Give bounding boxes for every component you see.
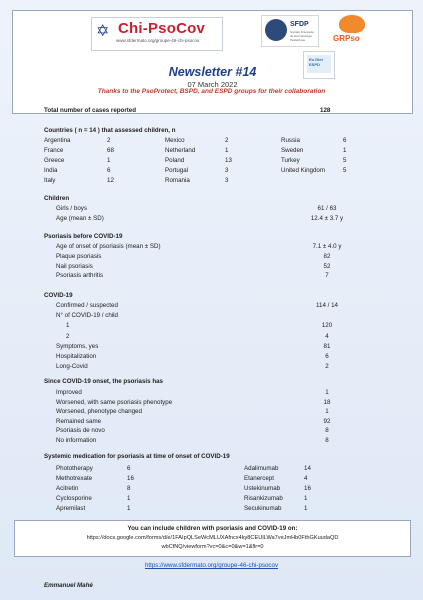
medication-name: Risankizumab	[244, 495, 283, 502]
country-name: Sweden	[281, 147, 304, 154]
row-label: 1	[66, 322, 70, 330]
country-count: 68	[107, 147, 114, 154]
country-name: United Kingdom	[281, 167, 326, 174]
country-name: Turkey	[281, 157, 300, 164]
country-name: Greece	[44, 157, 65, 164]
row-label: Symptoms, yes	[56, 342, 99, 350]
row-value: 6	[325, 353, 329, 360]
grpso-logo	[331, 15, 373, 45]
row-value: 8	[325, 436, 329, 444]
row-label: Confirmed / suspected	[56, 302, 118, 309]
include-heading: You can include children with psoriasis and COVID-19 on:	[127, 525, 298, 532]
country-name: Netherland	[165, 147, 196, 154]
thanks-banner: Thanks to the PsoProtect, BSPD, and ESPD groups for their collaboration	[97, 88, 326, 95]
row-label: Plaque psoriasis	[56, 252, 102, 260]
medication-name: Apremilast	[56, 505, 86, 512]
medication-name: Etanercept	[244, 475, 274, 482]
row-label: Worsened, with same psoriasis phenotype	[56, 398, 173, 406]
since-onset-title: Since COVID-19 onset, the psoriasis has	[44, 378, 163, 385]
country-count: 1	[107, 157, 111, 164]
medication-title: Systemic medication for psoriasis at time of onset of COVID-19	[44, 453, 230, 460]
sfdp-subtitle: Société Française de Dermatologie Pédiatrique	[290, 30, 315, 42]
row-value: 7	[325, 272, 329, 280]
children-title: Children	[44, 195, 70, 202]
sfdp-label: SFDP	[290, 21, 309, 28]
country-count: 2	[225, 137, 229, 144]
logo-title: Chi-PsoCov	[118, 20, 206, 37]
row-value: 7.1 ± 4.0 y	[312, 243, 342, 250]
row-label: No information	[56, 436, 97, 444]
group-link[interactable]: https://www.sfdermato.org/groupe-46-chi-psocov	[144, 562, 279, 569]
row-value: 1	[325, 408, 329, 415]
logo-url: www.sfdermato.org/groupe-46-chi-psocov	[116, 38, 200, 43]
country-count: 1	[343, 147, 347, 154]
row-value: 61 / 63	[317, 205, 337, 212]
row-value: 8	[325, 427, 329, 434]
country-count: 6	[107, 167, 111, 174]
country-count: 6	[343, 137, 347, 144]
medication-count: 1	[127, 495, 131, 502]
row-label: Remained same	[56, 417, 102, 425]
sfdp-logo	[261, 15, 319, 47]
country-name: Poland	[165, 157, 185, 164]
row-label: Improved	[56, 389, 82, 396]
country-count: 2	[107, 137, 111, 144]
row-label: Psoriasis de novo	[56, 427, 105, 434]
medication-name: Cyclosporine	[56, 495, 92, 502]
medication-count: 8	[127, 485, 131, 492]
covid-title: COVID-19	[44, 292, 73, 299]
countries-title: Countries ( n = 14 ) that assessed children, n	[44, 127, 176, 134]
country-count: 12	[107, 177, 114, 184]
country-count: 5	[343, 167, 347, 174]
country-count: 5	[343, 157, 347, 164]
newsletter-title: Newsletter #14	[168, 65, 257, 79]
row-label: Age of onset of psoriasis (mean ± SD)	[56, 243, 161, 250]
total-value: 128	[320, 107, 331, 114]
medication-name: Ustekinumab	[244, 485, 281, 492]
grpso-emblem-icon	[339, 15, 365, 33]
medication-name: Phototherapy	[56, 465, 93, 472]
row-value: 12.4 ± 3.7 y	[310, 215, 344, 222]
row-label: Worsened, phenotype changed	[56, 408, 142, 415]
country-name: Mexico	[165, 137, 185, 144]
star-of-david-icon: ✡	[96, 21, 110, 40]
row-value: 120	[321, 322, 333, 330]
row-value: 114 / 14	[316, 302, 338, 309]
psoriasis-before-title: Psoriasis before COVID-19	[44, 233, 123, 240]
medication-count: 1	[304, 495, 308, 502]
row-value: 82	[323, 252, 331, 260]
row-label: 2	[66, 332, 70, 340]
country-name: Argentina	[44, 137, 71, 144]
newsletter-date: 07 March 2022	[187, 80, 238, 89]
row-label: Hospitalization	[56, 353, 97, 360]
country-count: 13	[225, 157, 232, 164]
country-name: Italy	[44, 177, 56, 184]
medication-name: Secukinumab	[244, 505, 282, 512]
medication-count: 4	[304, 475, 308, 482]
medication-count: 16	[304, 485, 311, 492]
row-value: 1	[325, 389, 329, 396]
country-count: 1	[225, 147, 229, 154]
country-name: India	[44, 167, 58, 174]
country-name: France	[44, 147, 64, 154]
row-value: 2	[325, 363, 329, 371]
medication-count: 16	[127, 475, 134, 482]
country-name: Romania	[165, 177, 190, 184]
medication-count: 6	[127, 465, 131, 472]
medication-count: 14	[304, 465, 311, 472]
row-label: Long-Covid	[56, 363, 88, 371]
include-children-box	[14, 520, 411, 557]
sfdp-emblem-icon	[265, 19, 287, 41]
row-label: Girls / boys	[56, 205, 87, 212]
row-value: 4	[325, 332, 329, 340]
form-url-line2[interactable]: wbCfNQ/viewform?vc=0&c=0&w=1&flr=0	[161, 544, 264, 550]
row-value: 92	[323, 417, 331, 425]
country-name: Portugal	[165, 167, 189, 174]
row-value: 81	[323, 342, 331, 350]
espd-label: Eu Diet ESPD	[309, 57, 323, 67]
medication-name: Methotrexate	[56, 475, 93, 482]
chi-psocov-logo	[91, 17, 223, 51]
medication-name: Acitretin	[56, 485, 79, 492]
medication-count: 1	[127, 505, 131, 512]
total-label: Total number of cases reported	[44, 107, 137, 114]
country-name: Russia	[281, 137, 300, 144]
medication-name: Adalimumab	[244, 465, 279, 472]
row-label: Age (mean ± SD)	[56, 215, 104, 222]
country-count: 3	[225, 177, 229, 184]
row-value: 52	[323, 262, 331, 270]
country-count: 3	[225, 167, 229, 174]
author-name: Emmanuel Mahé	[44, 582, 93, 589]
row-label: Psoriasis arthritis	[56, 272, 104, 280]
header-box	[12, 10, 413, 114]
medication-count: 1	[304, 505, 308, 512]
row-value: 18	[323, 398, 331, 406]
row-label: Nail psoriasis	[56, 262, 93, 270]
row-label: N° of COVID-19 / child	[56, 312, 118, 320]
grpso-label: GRPso	[333, 34, 360, 43]
form-url-line1[interactable]: https://docs.google.com/forms/d/e/1FAIpQLSeWcMLUXAfncx4ky8CEUILWa7veJmHb0FthGKuudaQD	[86, 535, 339, 541]
